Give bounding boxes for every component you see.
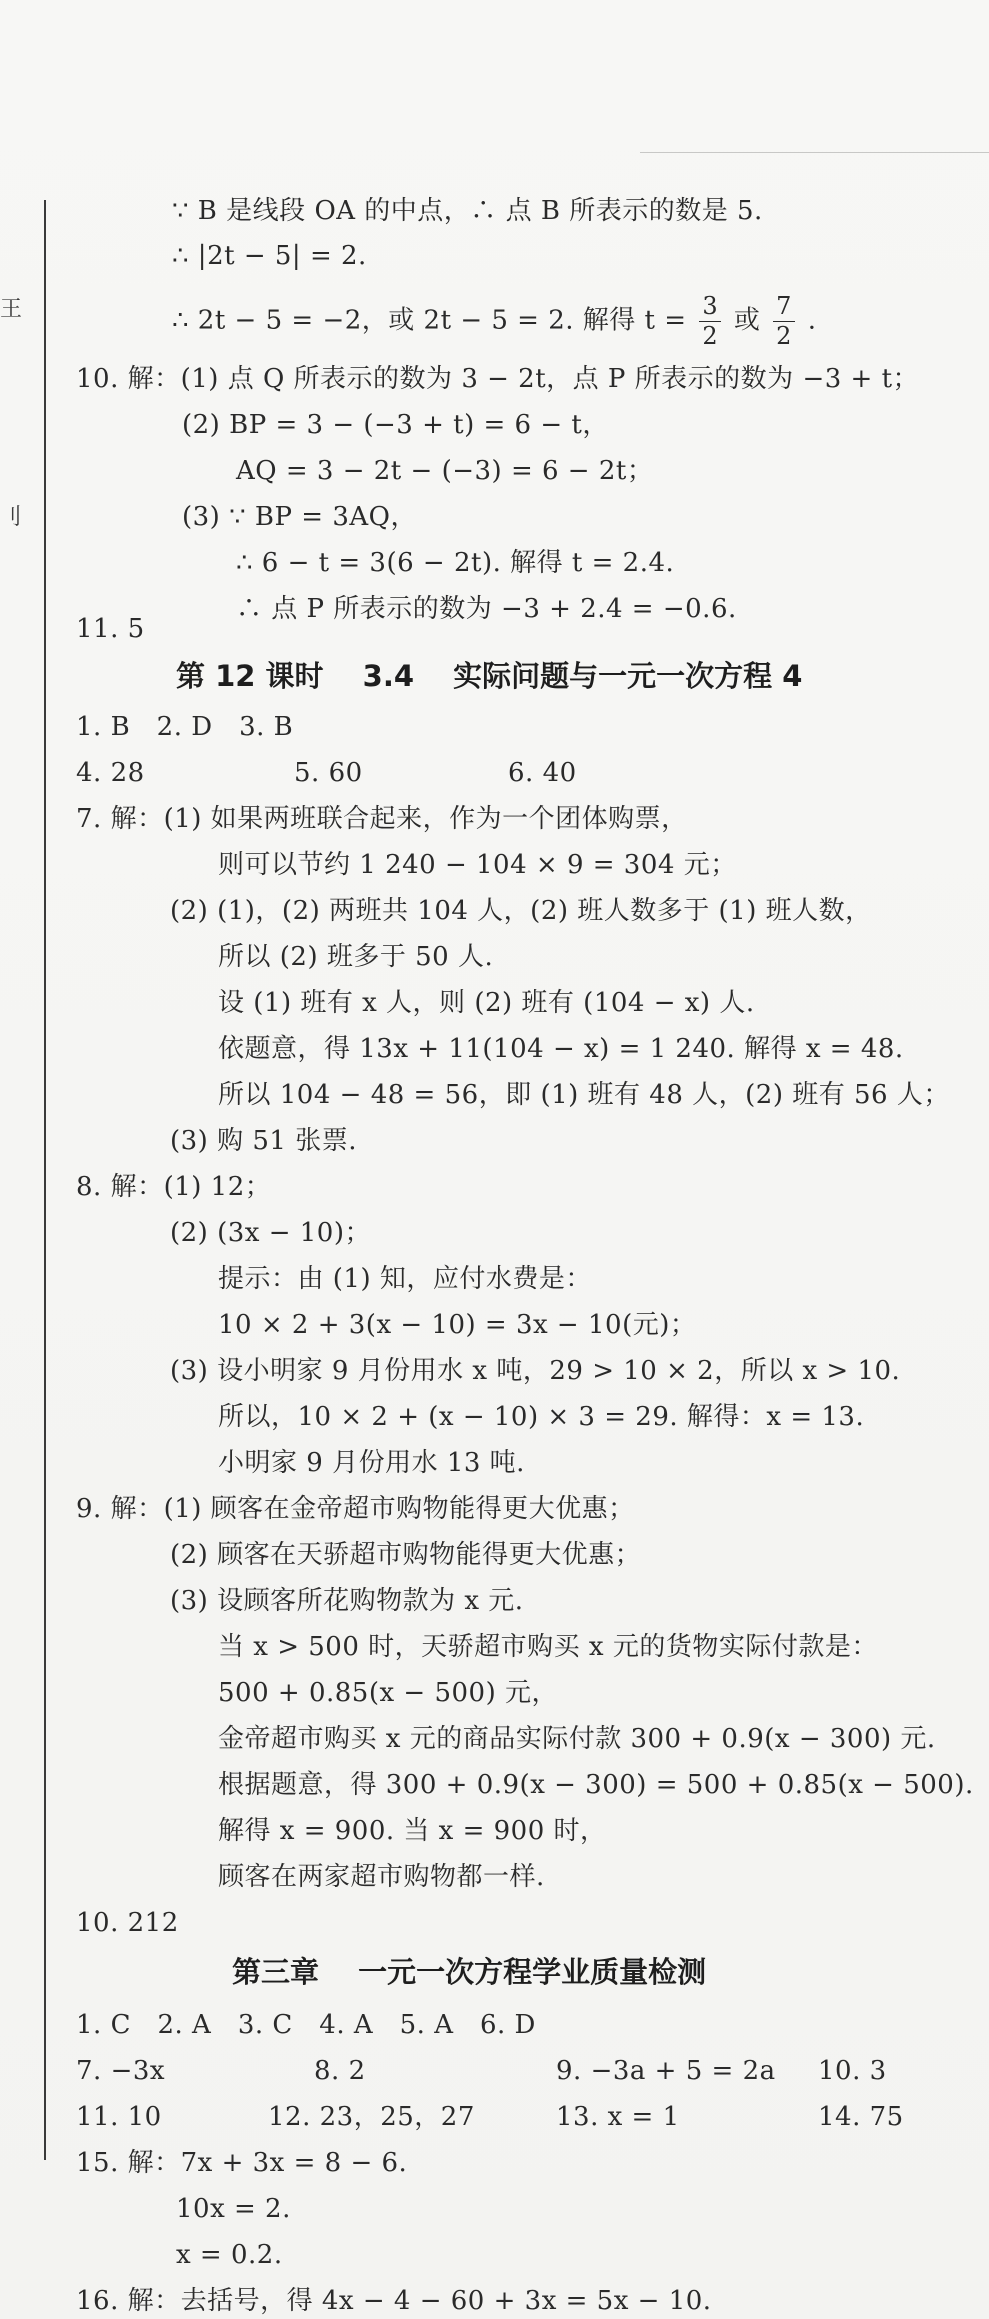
answer-line: 10. 3 <box>818 2056 887 2086</box>
answer-line: 1. C 2. A 3. C 4. A 5. A 6. D <box>76 2010 536 2040</box>
answer-line: ∴ 6 − t = 3(6 − 2t). 解得 t = 2.4. <box>236 548 675 578</box>
answer-line: 500 + 0.85(x − 500) 元， <box>218 1678 558 1708</box>
answer-line: 6. 40 <box>508 758 577 788</box>
answer-line: 依题意，得 13x + 11(104 − x) = 1 240. 解得 x = 48. <box>218 1034 904 1064</box>
section-heading: 第 12 课时 3.4 实际问题与一元一次方程 4 <box>176 659 803 693</box>
answer-line: 10 × 2 + 3(x − 10) = 3x − 10(元)； <box>218 1310 697 1340</box>
answer-line: (3) 设顾客所花购物款为 x 元. <box>170 1586 524 1616</box>
answer-line: 8. 2 <box>314 2056 366 2086</box>
answer-line: 设 (1) 班有 x 人，则 (2) 班有 (104 − x) 人. <box>218 988 755 1018</box>
answer-line: (3) ∵ BP = 3AQ， <box>182 502 417 532</box>
answer-line: 7. −3x <box>76 2056 166 2086</box>
answer-line: 9. −3a + 5 = 2a <box>556 2056 776 2086</box>
answer-line: ∵ B 是线段 OA 的中点，∴ 点 B 所表示的数是 5. <box>172 196 763 226</box>
answer-line: 13. x = 1 <box>556 2102 680 2132</box>
fraction-numerator: 7 <box>773 292 795 322</box>
answer-line: 1. B 2. D 3. B <box>76 712 294 742</box>
margin-glyph-1: 王 <box>0 297 23 322</box>
fraction <box>773 292 795 351</box>
answer-line: 7. 解：(1) 如果两班联合起来，作为一个团体购票， <box>76 804 688 834</box>
fraction-text-middle: 或 <box>733 305 761 336</box>
answer-line: (2) 顾客在天骄超市购物能得更大优惠； <box>170 1540 642 1570</box>
fraction-denominator: 2 <box>776 321 792 350</box>
answer-line: 金帝超市购买 x 元的商品实际付款 300 + 0.9(x − 300) 元. <box>218 1724 936 1754</box>
answer-line: (2) (3x − 10)； <box>170 1218 371 1248</box>
answer-line: 14. 75 <box>818 2102 904 2132</box>
answer-line: 解得 x = 900. 当 x = 900 时， <box>218 1816 607 1846</box>
answer-line: ∴ |2t − 5| = 2. <box>172 241 367 271</box>
answer-line: 11. 5 <box>76 614 145 644</box>
fraction-answer-line <box>172 292 816 351</box>
answer-line: (3) 购 51 张票. <box>170 1126 357 1156</box>
answer-line: AQ = 3 − 2t − (−3) = 6 − 2t； <box>236 456 654 486</box>
answer-line: 5. 60 <box>294 758 363 788</box>
answer-line: 10x = 2. <box>176 2194 291 2224</box>
answer-line: (3) 设小明家 9 月份用水 x 吨，29 > 10 × 2，所以 x > 10. <box>170 1356 901 1386</box>
answer-line: 10. 解：(1) 点 Q 所表示的数为 3 − 2t，点 P 所表示的数为 −3 + t； <box>76 364 920 394</box>
fraction-text-before: ∴ 2t − 5 = −2，或 2t − 5 = 2. 解得 t = <box>172 305 687 336</box>
answer-line: 8. 解：(1) 12； <box>76 1172 272 1202</box>
answer-line: 顾客在两家超市购物都一样. <box>218 1862 545 1892</box>
answer-line: x = 0.2. <box>176 2240 283 2270</box>
answer-line: 10. 212 <box>76 1908 179 1938</box>
fraction <box>699 292 721 351</box>
answer-line: 11. 10 <box>76 2102 162 2132</box>
answer-line: 当 x > 500 时，天骄超市购买 x 元的货物实际付款是： <box>218 1632 878 1662</box>
answer-line: 所以 (2) 班多于 50 人. <box>218 942 494 972</box>
left-margin-line <box>44 200 46 2160</box>
margin-glyph-2: 刂 <box>0 505 23 530</box>
answer-line: 9. 解：(1) 顾客在金帝超市购物能得更大优惠； <box>76 1494 635 1524</box>
chapter-heading: 第三章 一元一次方程学业质量检测 <box>232 1955 707 1989</box>
answer-line: 所以，10 × 2 + (x − 10) × 3 = 29. 解得：x = 13. <box>218 1402 865 1432</box>
fraction-numerator: 3 <box>699 292 721 322</box>
answer-line: (2) (1)，(2) 两班共 104 人，(2) 班人数多于 (1) 班人数， <box>170 896 872 926</box>
fraction-denominator: 2 <box>702 321 719 350</box>
answer-line: 15. 解：7x + 3x = 8 − 6. <box>76 2148 408 2178</box>
answer-line: 所以 104 − 48 = 56，即 (1) 班有 48 人，(2) 班有 56 人； <box>218 1080 950 1110</box>
top-divider <box>640 152 989 153</box>
answer-line: 16. 解：去括号，得 4x − 4 − 60 + 3x = 5x − 10. <box>76 2286 712 2316</box>
answer-line: 提示：由 (1) 知，应付水费是： <box>218 1264 592 1294</box>
answer-line: 小明家 9 月份用水 13 吨. <box>218 1448 525 1478</box>
answer-line: 12. 23，25，27 <box>268 2102 475 2132</box>
answer-line: 根据题意，得 300 + 0.9(x − 300) = 500 + 0.85(x − 500). <box>218 1770 974 1800</box>
fraction-text-after: . <box>807 305 817 336</box>
answer-line: (2) BP = 3 − (−3 + t) = 6 − t， <box>182 410 609 440</box>
answer-line: ∴ 点 P 所表示的数为 −3 + 2.4 = −0.6. <box>236 594 737 624</box>
answer-line: 则可以节约 1 240 − 104 × 9 = 304 元； <box>218 850 737 880</box>
answer-line: 4. 28 <box>76 758 145 788</box>
